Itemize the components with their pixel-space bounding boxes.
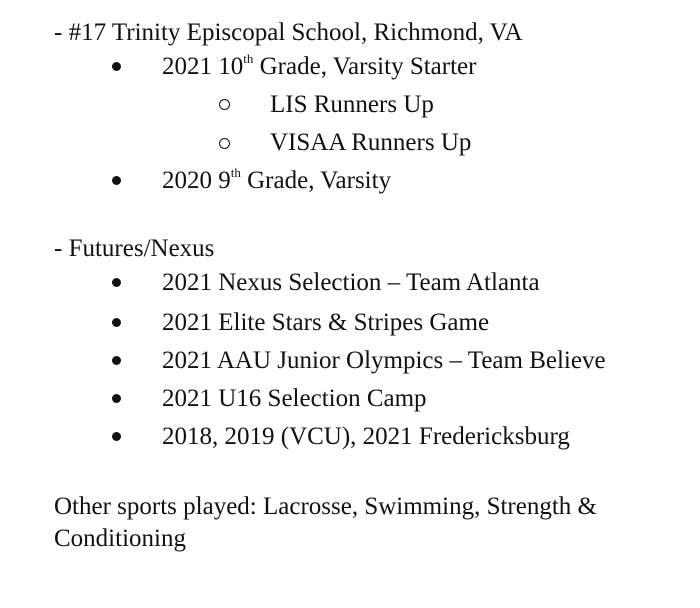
hollow-bullet-icon: [219, 138, 230, 149]
list-item: 2021 U16 Selection Camp: [162, 385, 427, 412]
bullet-icon: [112, 278, 121, 287]
sub-item-lis: LIS Runners Up: [270, 91, 434, 118]
ordinal-suffix: th: [243, 51, 254, 66]
list-item: 2018, 2019 (VCU), 2021 Fredericksburg: [162, 423, 570, 450]
other-sports-line-1: Other sports played: Lacrosse, Swimming, Strength &: [54, 493, 597, 520]
other-sports-line-2: Conditioning: [54, 525, 186, 552]
bullet-icon: [112, 318, 121, 327]
bullet-icon: [112, 176, 121, 185]
ordinal-suffix: th: [230, 165, 241, 180]
bullet-icon: [112, 62, 121, 71]
item-text: 2020 9: [162, 167, 231, 194]
bullet-icon: [112, 394, 121, 403]
section-heading-trinity: - #17 Trinity Episcopal School, Richmond, VA: [54, 19, 523, 46]
item-text: Grade, Varsity: [240, 167, 392, 194]
list-item: 2021 Elite Stars & Stripes Game: [162, 309, 490, 336]
list-item-2021-10th-grade: [162, 51, 477, 80]
hollow-bullet-icon: [219, 99, 230, 110]
bullet-icon: [112, 356, 121, 365]
list-item: 2021 Nexus Selection – Team Atlanta: [162, 269, 540, 296]
list-item: 2021 AAU Junior Olympics – Team Believe: [162, 347, 606, 374]
section-heading-futures: - Futures/Nexus: [54, 235, 215, 262]
list-item-2020-9th-grade: [162, 165, 392, 194]
item-text: Grade, Varsity Starter: [253, 53, 477, 80]
item-text: 2021 10: [162, 53, 244, 80]
sub-item-visaa: VISAA Runners Up: [270, 129, 472, 156]
bullet-icon: [112, 432, 121, 441]
